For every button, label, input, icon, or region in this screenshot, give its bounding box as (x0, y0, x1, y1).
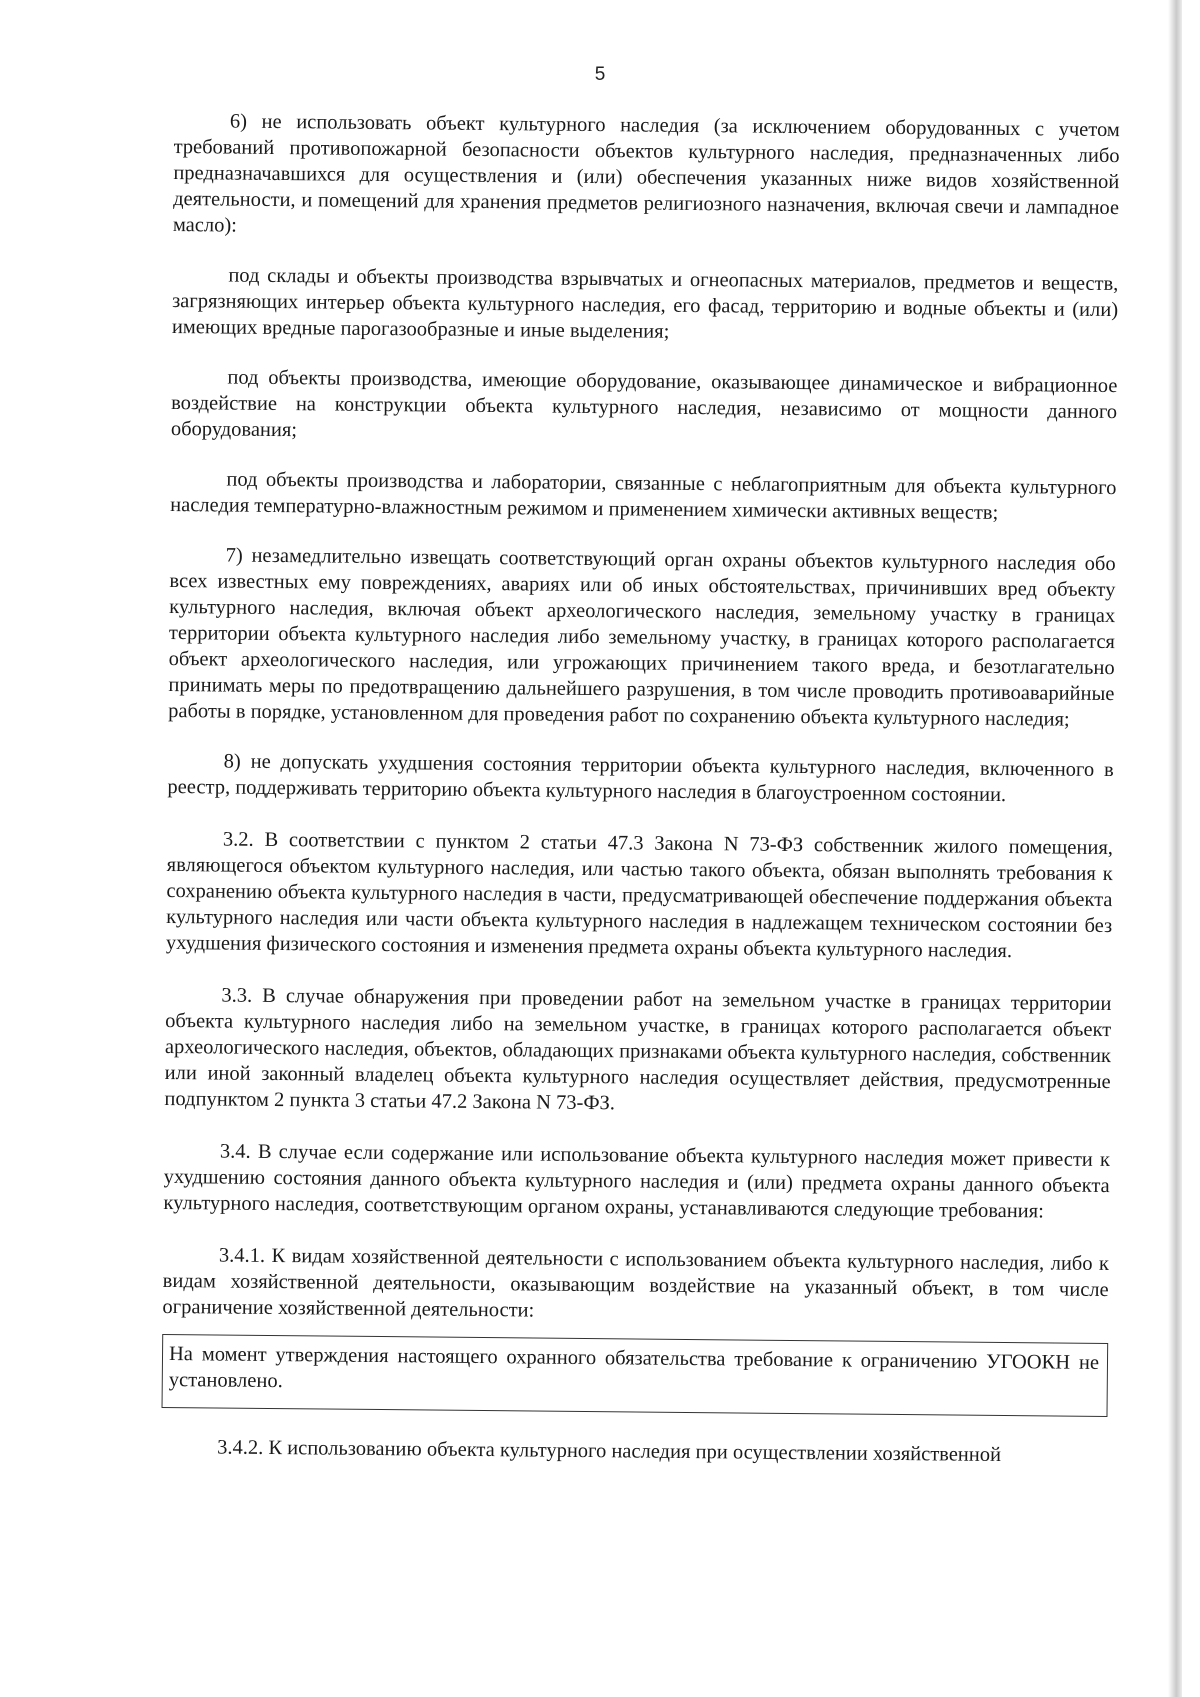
paragraph-production-equipment: под объекты производства, имеющие оборудование, оказывающее динамическое и вибрационное воздействие на конструкции объекта культурного наследия, независимо от мощности данного оборудования; (170, 366, 1118, 442)
paragraph-3-4-2: 3.4.2. К использованию объекта культурного наследия при осуществлении хозяйственной (217, 1436, 1002, 1467)
paragraph-laboratories: под объекты производства и лаборатории, связанные с неблагоприятным для объекта культурного наследия температурно-влажностным режимом и применением химически активных веществ; (170, 468, 1117, 524)
requirement-note-box: На момент утверждения настоящего охранного обязательства требование к ограничению УГООКН не установлено. (162, 1334, 1109, 1417)
scan-page-edge (1168, 0, 1182, 1697)
paragraph-item-6: 6) не использовать объект культурного наследия (за исключением оборудованных с учетом требований противопожарной безопасности объектов культурного наследия, предназначенных либо предназначавшихся для осуществления и (или) обеспечения указанных ниже видов хозяйственной деятельности, и помещений для хранения предметов религиозного назначения, включая свечи и лампадное масло): (172, 110, 1120, 237)
paragraph-3-4-1: 3.4.1. К видам хозяйственной деятельности с использованием объекта культурного наследия, либо к видам хозяйственной деятельности, оказывающим воздействие на указанный объект, в том числе ограничение хозяйственной деятельности: (162, 1244, 1110, 1322)
paragraph-3-4: 3.4. В случае если содержание или использование объекта культурного наследия может привести к ухудшению состояния данного объекта культурного наследия и (или) предмета охраны данного объекта культурного наследия, соответствующим органом охраны, устанавливаются следующие требования: (163, 1140, 1111, 1223)
paragraph-item-7: 7) незамедлительно извещать соответствующий орган охраны объектов культурного наследия обо всех известных ему повреждениях, авариях или об иных обстоятельствах, причинивших вред объекту культурного наследия, включая объект археологического наследия, земельному участку в границах территории объекта культурного наследия либо земельному участку, в границах которого располагается объект археологического наследия, или угрожающих причинением такого вреда, и безотлагательно принимать меры по предотвращению дальнейшего разрушения, в том числе проводить противоаварийные работы в порядке, установленном для проведения работ по сохранению объекта культурного наследия; (168, 544, 1116, 731)
paragraph-item-8: 8) не допускать ухудшения состояния территории объекта культурного наследия, включенного в реестр, поддерживать территорию объекта культурного наследия в благоустроенном состоянии. (167, 750, 1114, 807)
paragraph-warehouses: под склады и объекты производства взрывчатых и огнеопасных материалов, предметов и веществ, загрязняющих интерьер объекта культурного наследия, его фасад, территорию и водные объекты и (или) имеющих вредные парогазообразные и иные выделения; (171, 264, 1119, 343)
paragraph-3-3: 3.3. В случае обнаружения при проведении работ на земельном участке в границах территории объекта культурного наследия либо на земельном участке, в границах которого располагается объект археологического наследия, объектов, обладающих признаками объекта культурного наследия, собственник или иной законный владелец объекта культурного наследия осуществляет действия, предусмотренные подпунктом 2 пункта 3 статьи 47.2 Закона N 73-ФЗ. (164, 984, 1112, 1115)
document-body (161, 108, 1120, 1469)
paragraph-3-2: 3.2. В соответствии с пунктом 2 статьи 47.3 Закона N 73-ФЗ собственник жилого помещения, являющегося объектом культурного наследия, или частью такого объекта, обязан выполнять требования к сохранению объекта культурного наследия в части, предусматривающей обеспечение поддержания объекта культурного наследия или части объекта культурного наследия в надлежащем техническом состоянии без ухудшения физического состояния и изменения предмета охраны объекта культурного наследия. (165, 828, 1114, 963)
page-number: 5 (594, 64, 606, 85)
